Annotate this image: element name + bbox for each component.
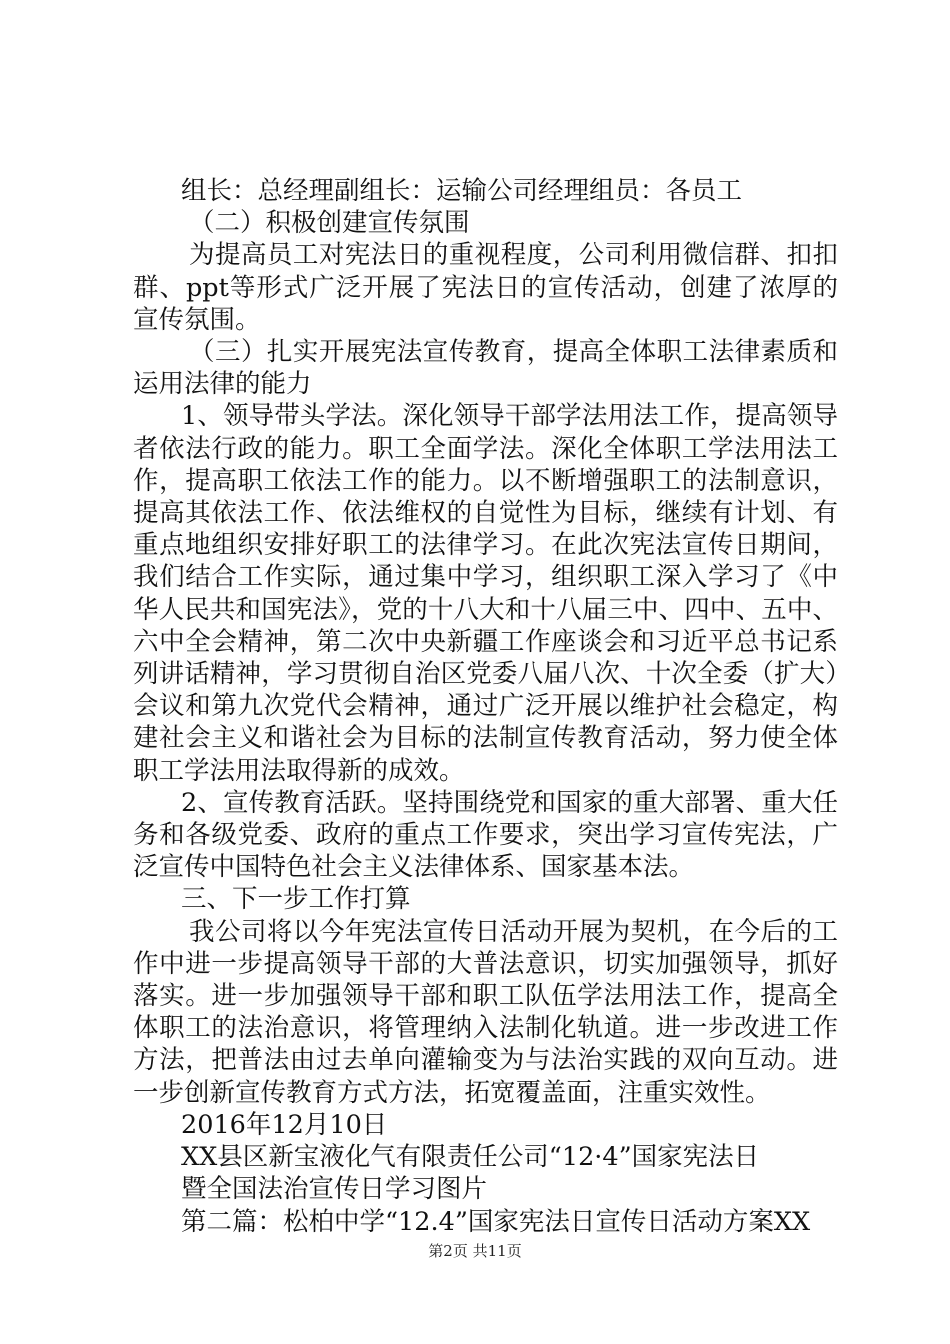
paragraph-next-steps: 我公司将以今年宪法宣传日活动开展为契机，在今后的工作中进一步提高领导干部的大普法意识，切实加强领导，抓好落实。进一步加强领导干部和职工队伍学法用法工作，提高全体职工的法治意识，将管理纳入法制化轨道。进一步改进工作方法，把普法由过去单向灌输变为与法治实践的双向互动。进一步创新宣传教育方式方法，拓宽覆盖面，注重实效性。 xyxy=(133,916,838,1108)
heading-next-steps: 三、下一步工作打算 xyxy=(181,884,411,915)
heading-legal-education: （三）扎实开展宪法宣传教育，提高全体职工法律素质和运用法律的能力 xyxy=(133,337,838,400)
heading-second-article: 第二篇：松柏中学“12.4”国家宪法日宣传日活动方案XX xyxy=(181,1206,811,1237)
caption-photo-line: 暨全国法治宣传日学习图片 xyxy=(181,1174,488,1205)
page-number-footer: 第2页 共11页 xyxy=(428,1242,522,1260)
document-body xyxy=(133,175,838,1238)
paragraph-publicity-education-active: 2、宣传教育活跃。坚持围绕党和国家的重大部署、重大任务和各级党委、政府的重点工作要求，突出学习宣传宪法，广泛宣传中国特色社会主义法律体系、国家基本法。 xyxy=(133,787,838,883)
caption-company-line: XX县区新宝液化气有限责任公司“12·4”国家宪法日 xyxy=(181,1142,760,1173)
paragraph-group-members: 组长：总经理副组长：运输公司经理组员：各员工 xyxy=(181,176,743,206)
document-date: 2016年12月10日 xyxy=(181,1109,388,1140)
paragraph-leaders-study-law: 1、领导带头学法。深化领导干部学法用法工作，提高领导者依法行政的能力。职工全面学法。深化全体职工学法用法工作，提高职工依法工作的能力。以不断增强职工的法制意识，提高其依法工作、依法维权的自觉性为目标，继续有计划、有重点地组织安排好职工的法律学习。在此次宪法宣传日期间，我们结合工作实际，通过集中学习，组织职工深入学习了《中华人民共和国宪法》，党的十八大和十八届三中、四中、五中、六中全会精神，第二次中央新疆工作座谈会和习近平总书记系列讲话精神，学习贯彻自治区党委八届八次、十次全委（扩大）会议和第九次党代会精神，通过广泛开展以维护社会稳定，构建社会主义和谐社会为目标的法制宣传教育活动，努力使全体职工学法用法取得新的成效。 xyxy=(133,401,838,786)
heading-publicity-atmosphere: （二）积极创建宣传氛围 xyxy=(189,208,470,239)
paragraph-publicity-atmosphere: 为提高员工对宪法日的重视程度，公司利用微信群、扣扣群、ppt等形式广泛开展了宪法日的宣传活动，创建了浓厚的宣传氛围。 xyxy=(133,240,838,335)
